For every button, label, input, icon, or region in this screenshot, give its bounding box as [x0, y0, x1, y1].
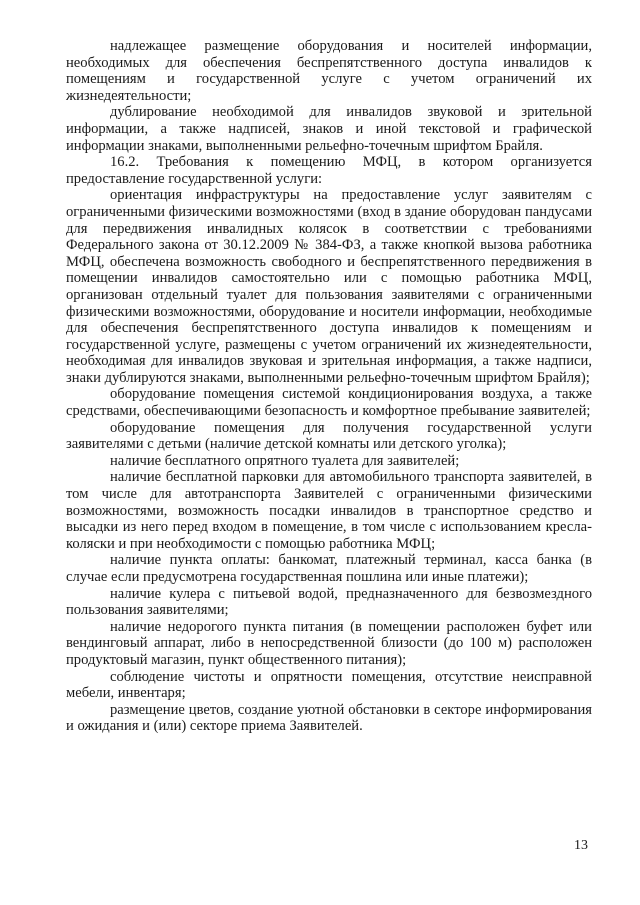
paragraph-toilet: наличие бесплатного опрятного туалета для заявителей;	[110, 452, 460, 469]
paragraph-parking: наличие бесплатной парковки для автомобильного транспорта заявителей, в том числе для автотранспорта Заявителей с ограниченными физическими возможностями, возможность посадки инвалидов в транспортное средство и высадки из него перед входом в помещение, в том числе с использованием кресла-коляски и при необходимости с помощью работника МФЦ;	[66, 469, 592, 552]
paragraph-infrastructure-orientation: ориентация инфраструктуры на предоставление услуг заявителям с ограниченными физическими возможностями (вход в здание оборудован пандусами для передвижения инвалидных колясок в соответствии с требованиями Федерального закона от 30.12.2009 № 384-ФЗ, а также кнопкой вызова работника МФЦ, обеспечена возможность свободного и беспрепятственного передвижения в помещении инвалидов самостоятельно или с помощью работника МФЦ, организован отдельный туалет для пользования заявителями с ограниченными физическими возможностями, оборудование и носители информации, необходимые для обеспечения беспрепятственного доступа инвалидов к помещениям и государственной услуге, размещены с учетом ограничений их жизнедеятельности, необходимая для инвалидов звуковая и зрительная информация, а также надписи, знаки дублируются знаками, выполненными рельефно-точечным шрифтом Брайля);	[66, 187, 592, 386]
paragraph-children-room: оборудование помещения для получения государственной услуги заявителями с детьми (наличие детской комнаты или детского уголка);	[66, 419, 592, 453]
paragraph-equipment-placement: надлежащее размещение оборудования и носителей информации, необходимых для обеспечения беспрепятственного доступа инвалидов к помещениям и государственной услуге с учетом ограничений их жизнедеятельности;	[66, 38, 592, 104]
paragraph-air-conditioning: оборудование помещения системой кондиционирования воздуха, а также средствами, обеспечивающими безопасность и комфортное пребывание заявителей;	[66, 386, 592, 420]
paragraph-water-cooler: наличие кулера с питьевой водой, предназначенного для безвозмездного пользования заявителями;	[66, 585, 592, 619]
page-number: 13	[574, 838, 588, 853]
document-body	[66, 38, 592, 735]
paragraph-payment-point: наличие пункта оплаты: банкомат, платежный терминал, касса банка (в случае если предусмотрена государственная пошлина или иные платежи);	[66, 552, 592, 585]
paragraph-food-point: наличие недорогого пункта питания (в помещении расположен буфет или вендинговый аппарат, либо в непосредственной близости (до 100 м) расположен продуктовый магазин, пункт общественного питания);	[66, 618, 592, 668]
paragraph-info-duplication: дублирование необходимой для инвалидов звуковой и зрительной информации, а также надписей, знаков и иной текстовой и графической информации знаками, выполненными рельефно-точечным шрифтом Брайля.	[66, 104, 592, 154]
paragraph-flowers-comfort: размещение цветов, создание уютной обстановки в секторе информирования и ожидания и (или) секторе приема Заявителей.	[66, 701, 592, 735]
paragraph-section-16-2-heading: 16.2. Требования к помещению МФЦ, в котором организуется предоставление государственной услуги:	[66, 154, 592, 187]
paragraph-cleanliness: соблюдение чистоты и опрятности помещения, отсутствие неисправной мебели, инвентаря;	[66, 668, 592, 702]
